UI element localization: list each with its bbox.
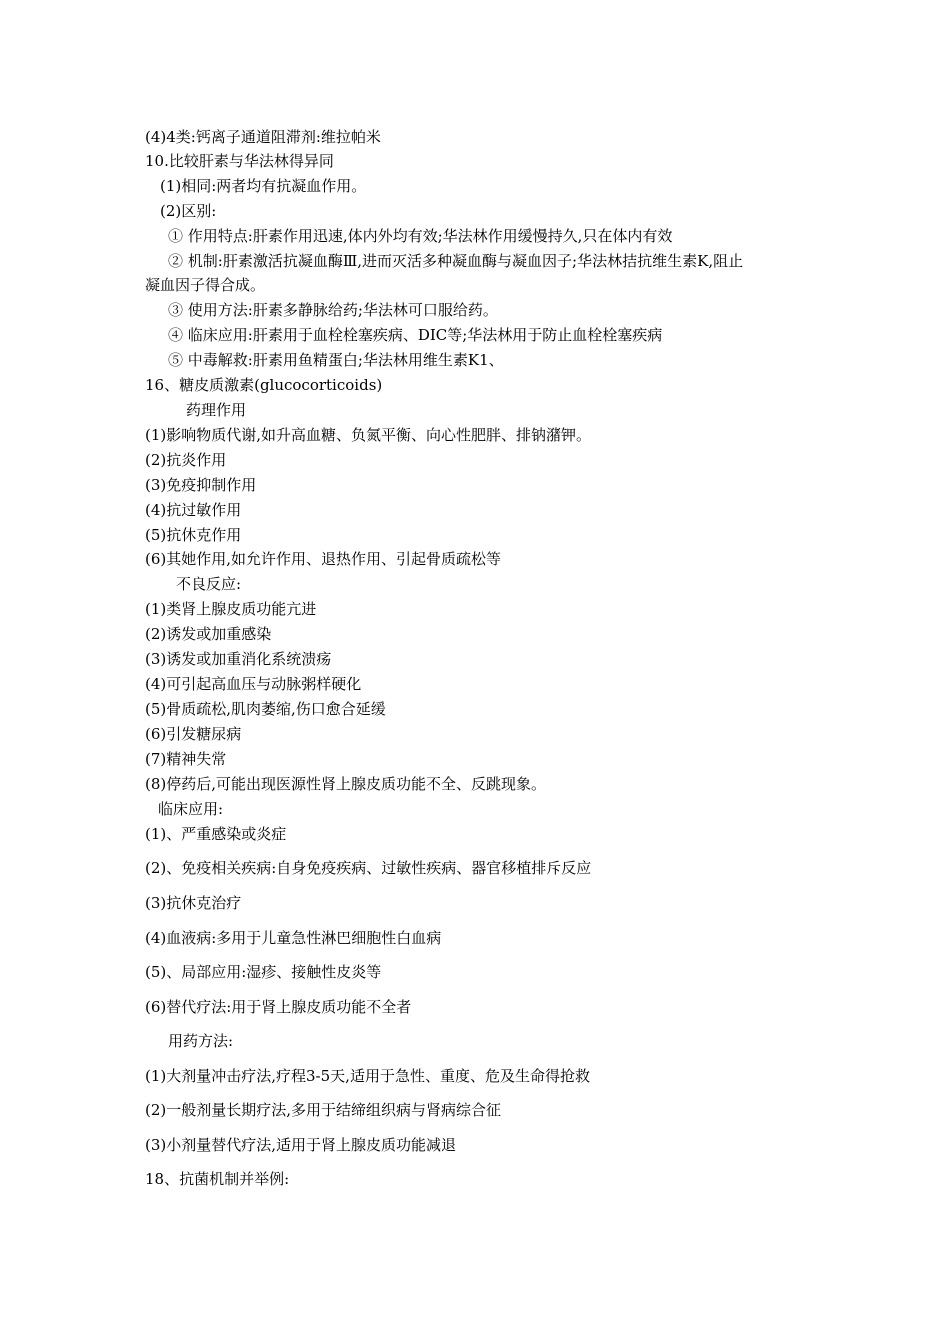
- text-line: (4)血液病:多用于儿童急性淋巴细胞性白血病: [145, 929, 442, 947]
- subsection-heading: 药理作用: [186, 401, 247, 419]
- text-line: ⑤ 中毒解救:肝素用鱼精蛋白;华法林用维生素K1、: [168, 351, 504, 369]
- text-line: (1)、严重感染或炎症: [145, 825, 287, 843]
- text-line: ② 机制:肝素激活抗凝血酶Ⅲ,进而灭活多种凝血酶与凝血因子;华法林拮抗维生素K,阻止: [168, 252, 744, 270]
- text-line: (6)替代疗法:用于肾上腺皮质功能不全者: [145, 998, 412, 1016]
- text-line: (1)大剂量冲击疗法,疗程3-5天,适用于急性、重度、危及生命得抢救: [145, 1067, 590, 1085]
- text-line: (4)4类:钙离子通道阻滞剂:维拉帕米: [145, 128, 381, 146]
- text-line: (1)相同:两者均有抗凝血作用。: [160, 177, 367, 195]
- text-line: (8)停药后,可能出现医源性肾上腺皮质功能不全、反跳现象。: [145, 775, 547, 793]
- text-line: (6)其她作用,如允许作用、退热作用、引起骨质疏松等: [145, 550, 502, 568]
- subsection-heading: 不良反应:: [176, 575, 242, 593]
- text-line: (3)免疫抑制作用: [145, 476, 257, 494]
- subsection-heading: 临床应用:: [158, 800, 224, 818]
- text-line: (1)影响物质代谢,如升高血糖、负氮平衡、向心性肥胖、排钠潴钾。: [145, 426, 592, 444]
- text-line: (5)抗休克作用: [145, 526, 242, 544]
- section-heading: 10.比较肝素与华法林得异同: [145, 152, 334, 170]
- text-line: (7)精神失常: [145, 750, 227, 768]
- text-line: (6)引发糖尿病: [145, 725, 242, 743]
- text-line: ④ 临床应用:肝素用于血栓栓塞疾病、DIC等;华法林用于防止血栓栓塞疾病: [168, 326, 663, 344]
- text-line: (2)、免疫相关疾病:自身免疫疾病、过敏性疾病、器官移植排斥反应: [145, 859, 592, 877]
- section-heading: 16、糖皮质激素(glucocorticoids): [145, 376, 383, 394]
- text-line: (3)抗休克治疗: [145, 894, 242, 912]
- text-line: (2)诱发或加重感染: [145, 625, 272, 643]
- text-line: (2)抗炎作用: [145, 451, 227, 469]
- text-line: (3)诱发或加重消化系统溃疡: [145, 650, 332, 668]
- text-line: (3)小剂量替代疗法,适用于肾上腺皮质功能减退: [145, 1136, 457, 1154]
- section-heading: 18、抗菌机制并举例:: [145, 1170, 290, 1188]
- text-line: 凝血因子得合成。: [145, 276, 266, 294]
- text-line: ③ 使用方法:肝素多静脉给药;华法林可口服给药。: [168, 301, 498, 319]
- text-line: (4)抗过敏作用: [145, 501, 242, 519]
- text-line: (5)骨质疏松,肌肉萎缩,伤口愈合延缓: [145, 700, 386, 718]
- text-line: (2)区别:: [160, 202, 217, 220]
- text-line: (1)类肾上腺皮质功能亢进: [145, 600, 317, 618]
- text-line: ① 作用特点:肝素作用迅速,体内外均有效;华法林作用缓慢持久,只在体内有效: [168, 227, 673, 245]
- text-line: (5)、局部应用:湿疹、接触性皮炎等: [145, 963, 382, 981]
- text-line: (4)可引起高血压与动脉粥样硬化: [145, 675, 362, 693]
- text-line: (2)一般剂量长期疗法,多用于结缔组织病与肾病综合征: [145, 1101, 502, 1119]
- subsection-heading: 用药方法:: [168, 1032, 234, 1050]
